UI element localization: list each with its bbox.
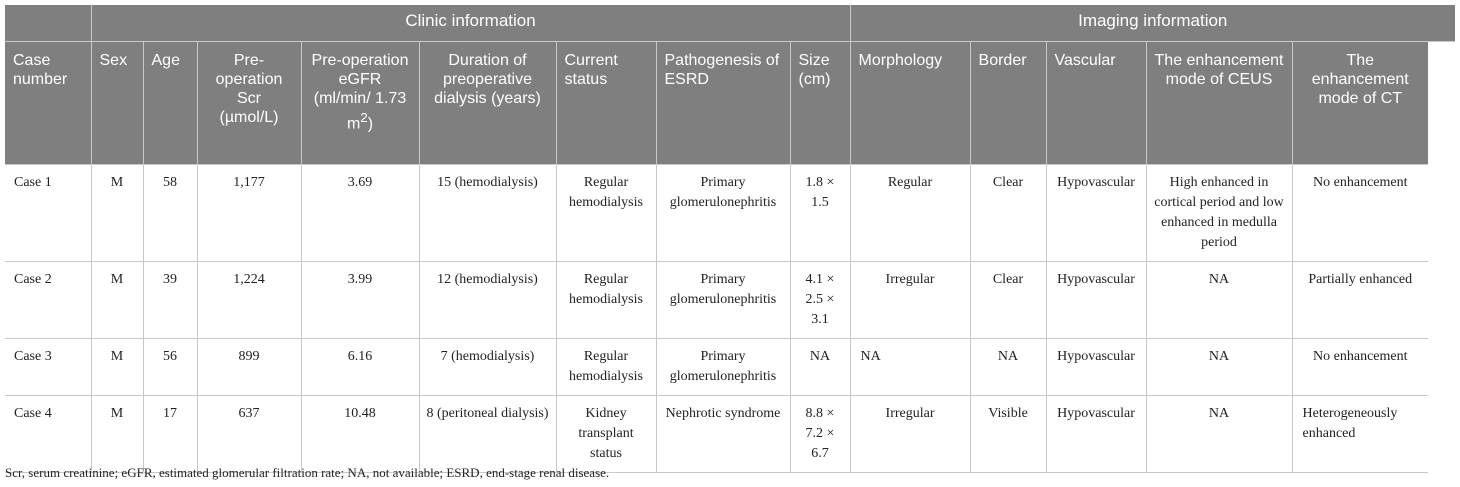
cell-ceus: NA (1146, 339, 1292, 396)
table-footnote: Scr, serum creatinine; eGFR, estimated glomerular filtration rate; NA, not available; ESRD, end-stage renal disease. (5, 465, 610, 480)
column-header-row (5, 42, 1455, 165)
cell-status: Regular hemodialysis (556, 262, 656, 339)
cell-size: 8.8 × 7.2 × 6.7 (790, 396, 850, 473)
header-morphology: Morphology (850, 42, 970, 165)
cell-ceus: NA (1146, 396, 1292, 473)
header-duration: Duration of preoperative dialysis (years) (419, 42, 556, 165)
header-egfr-close: ) (367, 115, 374, 133)
cell-age: 17 (143, 396, 197, 473)
header-ceus: The enhancement mode of CEUS (1146, 42, 1292, 165)
cell-scr: 1,177 (197, 165, 301, 262)
group-header-row (5, 5, 1455, 42)
cell-egfr: 10.48 (301, 396, 419, 473)
cell-sex: M (91, 339, 143, 396)
cell-duration: 15 (hemodialysis) (419, 165, 556, 262)
cell-pathogenesis: Nephrotic syndrome (656, 396, 790, 473)
cell-status: Regular hemodialysis (556, 339, 656, 396)
cell-ceus: High enhanced in cortical period and low enhanced in medulla period (1146, 165, 1292, 262)
cell-egfr: 3.99 (301, 262, 419, 339)
table-row (5, 339, 1455, 396)
cell-morphology: Irregular (850, 262, 970, 339)
cell-border: Clear (970, 165, 1046, 262)
header-ct: The enhancement mode of CT (1292, 42, 1428, 165)
header-case-number: Case number (5, 42, 91, 165)
cell-age: 39 (143, 262, 197, 339)
cell-case: Case 1 (5, 165, 91, 262)
cell-age: 58 (143, 165, 197, 262)
cell-vascular: Hypovascular (1046, 262, 1146, 339)
cell-size: 4.1 × 2.5 × 3.1 (790, 262, 850, 339)
cell-ct: No enhancement (1292, 165, 1428, 262)
cell-sex: M (91, 396, 143, 473)
header-sex: Sex (91, 42, 143, 165)
table-row (5, 396, 1455, 473)
cell-pathogenesis: Primary glomerulonephritis (656, 262, 790, 339)
header-egfr-text: Pre-operation eGFR (ml/min/ 1.73 m (311, 52, 409, 133)
cell-ct: Partially enhanced (1292, 262, 1428, 339)
cell-border: Visible (970, 396, 1046, 473)
cell-status: Regular hemodialysis (556, 165, 656, 262)
table-row (5, 262, 1455, 339)
cell-duration: 7 (hemodialysis) (419, 339, 556, 396)
cell-pathogenesis: Primary glomerulonephritis (656, 165, 790, 262)
cell-sex: M (91, 262, 143, 339)
cell-egfr: 6.16 (301, 339, 419, 396)
header-age: Age (143, 42, 197, 165)
cell-ct: Heterogeneously enhanced (1292, 396, 1428, 473)
cell-scr: 899 (197, 339, 301, 396)
patient-table (5, 5, 1455, 473)
group-clinic-information: Clinic information (91, 5, 850, 42)
header-vascular: Vascular (1046, 42, 1146, 165)
cell-scr: 637 (197, 396, 301, 473)
cell-vascular: Hypovascular (1046, 165, 1146, 262)
cell-morphology: NA (850, 339, 970, 396)
cell-sex: M (91, 165, 143, 262)
cell-age: 56 (143, 339, 197, 396)
cell-border: NA (970, 339, 1046, 396)
cell-vascular: Hypovascular (1046, 339, 1146, 396)
cell-duration: 8 (peritoneal dialysis) (419, 396, 556, 473)
table-row (5, 165, 1455, 262)
cell-vascular: Hypovascular (1046, 396, 1146, 473)
header-pathogenesis: Pathogenesis of ESRD (656, 42, 790, 165)
cell-pathogenesis: Primary glomerulonephritis (656, 339, 790, 396)
cell-size: NA (790, 339, 850, 396)
cell-egfr: 3.69 (301, 165, 419, 262)
cell-morphology: Regular (850, 165, 970, 262)
cell-case: Case 4 (5, 396, 91, 473)
header-scr: Pre-operation Scr (µmol/L) (197, 42, 301, 165)
cell-case: Case 3 (5, 339, 91, 396)
header-border: Border (970, 42, 1046, 165)
header-egfr (301, 42, 419, 165)
cell-duration: 12 (hemodialysis) (419, 262, 556, 339)
group-imaging-information: Imaging information (850, 5, 1455, 42)
group-header-empty (5, 5, 91, 42)
cell-size: 1.8 × 1.5 (790, 165, 850, 262)
header-egfr-superscript: 2 (360, 110, 368, 125)
header-size: Size (cm) (790, 42, 850, 165)
cell-ceus: NA (1146, 262, 1292, 339)
cell-border: Clear (970, 262, 1046, 339)
cell-status: Kidney transplant status (556, 396, 656, 473)
cell-ct: No enhancement (1292, 339, 1428, 396)
cell-morphology: Irregular (850, 396, 970, 473)
cell-case: Case 2 (5, 262, 91, 339)
cell-scr: 1,224 (197, 262, 301, 339)
header-current-status: Current status (556, 42, 656, 165)
